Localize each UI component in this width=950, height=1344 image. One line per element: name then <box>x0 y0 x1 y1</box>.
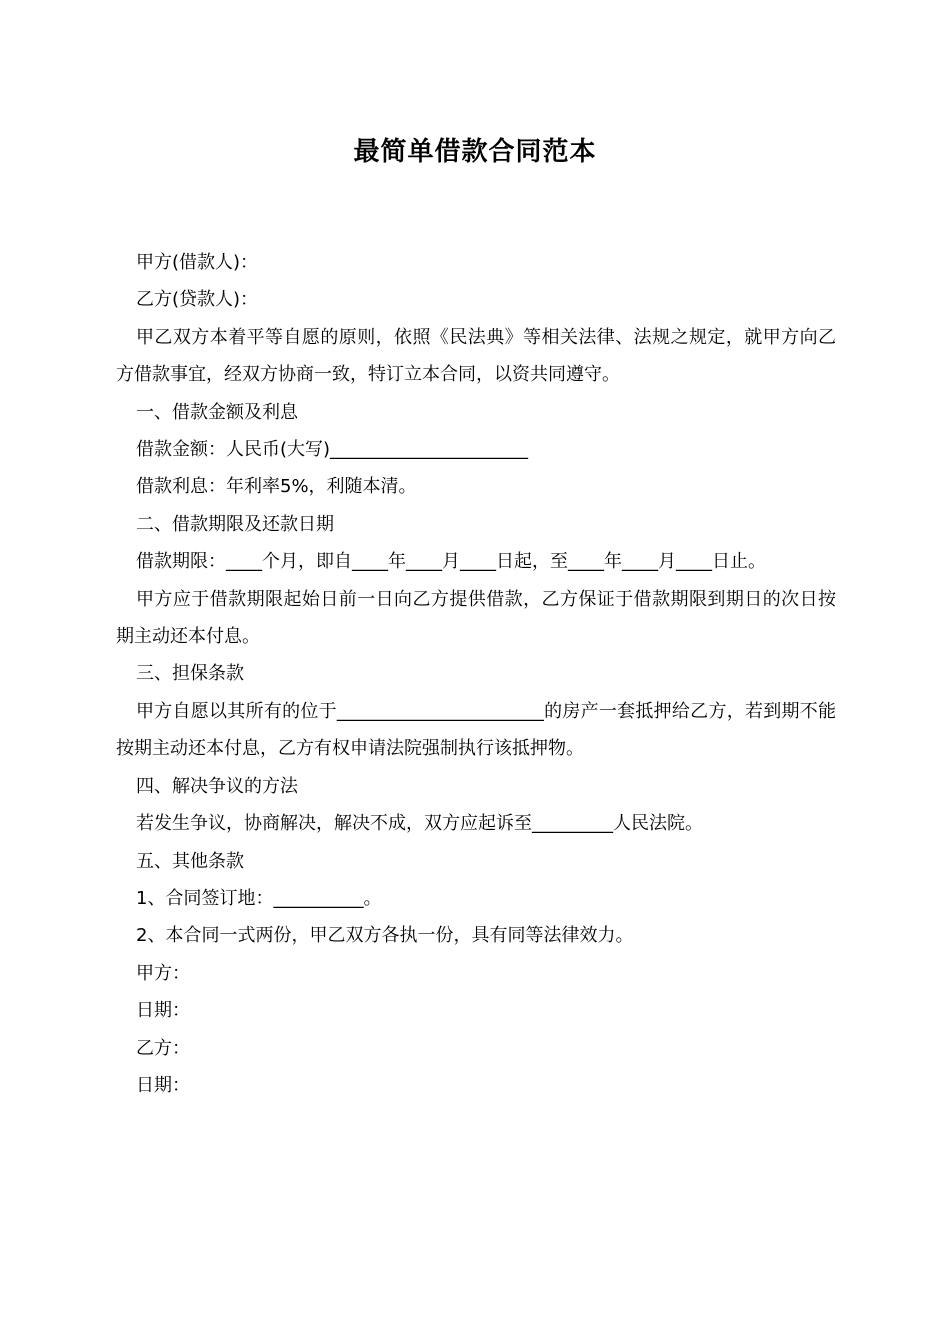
document-title: 最简单借款合同范本 <box>353 137 597 167</box>
party-b-date: 日期： <box>136 1074 190 1096</box>
section-heading-3: 三、担保条款 <box>136 663 244 685</box>
copies-line: 2、本合同一式两份，甲乙双方各执一份，具有同等法律效力。 <box>136 925 634 947</box>
section-heading-5: 五、其他条款 <box>136 850 244 872</box>
loan-interest-line: 借款利息：年利率5%，利随本清。 <box>136 476 417 498</box>
section-heading-1: 一、借款金额及利息 <box>136 401 298 423</box>
document-body <box>116 244 836 1104</box>
dispute-line: 若发生争议，协商解决，解决不成，双方应起诉至_________人民法院。 <box>136 813 703 835</box>
party-b-signature: 乙方： <box>136 1037 190 1059</box>
party-a-signature: 甲方： <box>136 962 190 984</box>
guarantee-paragraph: 甲方自愿以其所有的位于_______________________的房产一套抵押给乙方，若到期不能按期主动还本付息，乙方有权申请法院强制执行该抵押物。 <box>116 700 836 760</box>
party-a-line: 甲方(借款人)： <box>136 252 259 273</box>
section-heading-2: 二、借款期限及还款日期 <box>136 513 334 535</box>
loan-term-line: 借款期限：____个月，即自____年____月____日起，至____年____月____日止。 <box>136 551 766 573</box>
party-a-date: 日期： <box>136 1000 190 1022</box>
signing-place-line: 1、合同签订地：__________。 <box>136 887 382 909</box>
preamble-paragraph: 甲乙双方本着平等自愿的原则，依照《民法典》等相关法律、法规之规定，就甲方向乙方借款事宜，经双方协商一致，特订立本合同，以资共同遵守。 <box>116 326 836 386</box>
repayment-paragraph: 甲方应于借款期限起始日前一日向乙方提供借款，乙方保证于借款期限到期日的次日按期主动还本付息。 <box>116 588 836 648</box>
party-b-line: 乙方(贷款人)： <box>136 289 259 311</box>
loan-amount-line: 借款金额：人民币(大写)______________________ <box>136 439 529 461</box>
section-heading-4: 四、解决争议的方法 <box>136 775 298 797</box>
